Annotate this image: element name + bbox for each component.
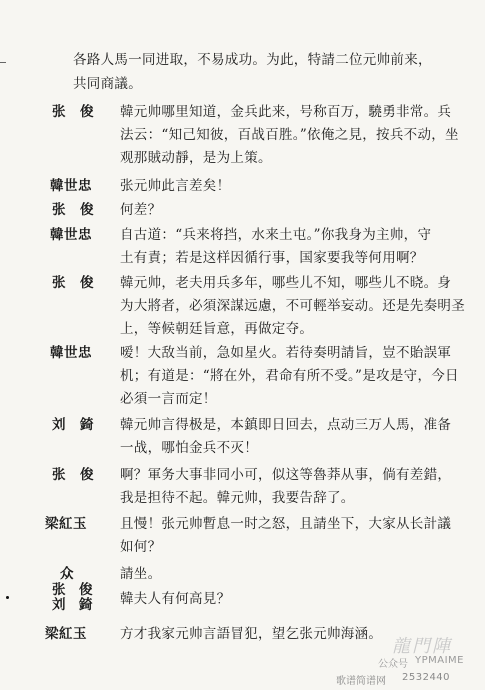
text-line-20: 且慢！张元帅暫息一时之怒，且請坐下，大家从长計議 xyxy=(120,516,452,532)
speaker-liang-hongyu: 梁紅玉 xyxy=(45,516,87,532)
speaker-jun: 俊 xyxy=(79,582,93,598)
text-line-15: 必須一言而定！ xyxy=(120,391,217,407)
text-line-22: 請坐。 xyxy=(120,566,162,582)
speaker-zhang-jun: 张 俊 xyxy=(52,202,94,218)
text-line-6: 张元帅此言差矣！ xyxy=(120,178,231,194)
speaker-liu-qi: 刘 錡 xyxy=(52,417,94,433)
speaker-liang-hongyu: 梁紅玉 xyxy=(45,626,87,642)
text-line-3: 韓元帅哪里知道，金兵此来，号称百万，驍勇非常。兵 xyxy=(120,104,452,120)
speaker-liu: 刘 xyxy=(52,597,66,613)
watermark-brand: 龍門陣 xyxy=(392,636,452,657)
speaker-zhong: 众 xyxy=(60,566,74,582)
speaker-zhang: 张 xyxy=(52,582,66,598)
speaker-han-shizhong: 韓世忠 xyxy=(50,227,92,243)
text-line-4: 法云：“知己知彼，百战百胜。”依俺之見，按兵不动，坐 xyxy=(120,127,459,143)
text-line-23: 韓夫人有何高見？ xyxy=(120,591,231,607)
speaker-han-shizhong: 韓世忠 xyxy=(50,345,92,361)
text-line-1: 各路人馬一同进取，不易成功。为此，特請二位元帅前来， xyxy=(73,52,432,68)
text-line-10: 韓元帅，老夫用兵多年，哪些儿不知，哪些儿不晓。身 xyxy=(120,275,452,291)
text-line-17: 一战，哪怕金兵不灭！ xyxy=(120,440,258,456)
text-line-14: 机；有道是：“將在外，君命有所不受。”是攻是守，今日 xyxy=(120,368,459,384)
text-line-18: 啊？軍务大事非同小可，似这等魯莽从事，倘有差錯， xyxy=(120,467,452,483)
watermark-footer: 歌谱简谱网 xyxy=(336,676,386,687)
text-line-12: 上，等候朝廷旨意，再做定夺。 xyxy=(120,321,314,337)
text-line-11: 为大將者，必須深謀远慮，不可輕举妄动。还是先奏明圣 xyxy=(120,298,465,314)
speaker-zhang-liu-stacked xyxy=(52,583,93,613)
speaker-zhang-jun: 张 俊 xyxy=(52,467,94,483)
text-line-24: 方才我家元帅言語冒犯，望乞张元帅海涵。 xyxy=(120,626,383,642)
text-line-2: 共同商議。 xyxy=(73,76,142,92)
speaker-zhang-jun: 张 俊 xyxy=(52,275,94,291)
watermark-number: 2532440 xyxy=(402,672,451,683)
text-line-5: 观那賊动靜，是为上策。 xyxy=(120,150,272,166)
text-line-19: 我是担待不起。韓元帅，我要告辞了。 xyxy=(120,490,355,506)
speaker-zhang-jun: 张 俊 xyxy=(52,104,94,120)
text-line-8: 自古道：“兵来将挡，水来土屯。”你我身为主帅，守 xyxy=(120,227,432,243)
watermark-wechat: 公众号 xyxy=(378,659,408,670)
text-line-21: 如何？ xyxy=(120,539,162,555)
text-line-16: 韓元帅言得极是，本鎮即日回去，点动三万人馬，准备 xyxy=(120,417,452,433)
watermark-code: YPMAIME xyxy=(415,655,465,666)
scan-dot-left xyxy=(6,596,9,599)
text-line-7: 何差？ xyxy=(120,202,162,218)
speaker-qi: 錡 xyxy=(79,597,93,613)
text-line-13: 嗳！大敌当前，急如星火。若待奏明請旨，豈不貽誤軍 xyxy=(120,345,452,361)
scan-mark-left xyxy=(0,62,6,63)
text-line-9: 土有責；若是这样因循行事，国家要我等何用啊？ xyxy=(120,250,424,266)
speaker-han-shizhong: 韓世忠 xyxy=(50,178,92,194)
